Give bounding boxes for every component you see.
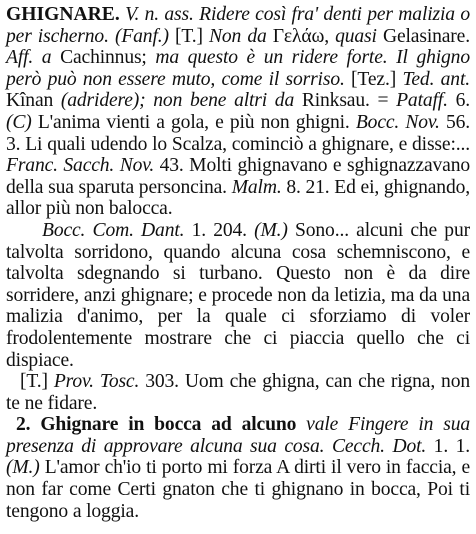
italic-text-run: (M.) (254, 219, 288, 241)
italic-text-run: (adridere); non bene altri da (60, 90, 295, 112)
italic-text-run: Aff. a (6, 47, 52, 69)
text-run: [T.] (20, 371, 54, 393)
italic-text-run: Franc. Sacch. Nov. (6, 155, 155, 177)
text-run: L'anima vienti a gola, e più non ghigni. (31, 111, 356, 133)
italic-text-run: Ted. ant. (402, 68, 470, 90)
text-run: Kînan (6, 90, 61, 112)
italic-text-run: (C) (6, 111, 32, 133)
entry-paragraph-sense-2 (6, 414, 470, 522)
entry-paragraph-commentary (6, 220, 470, 371)
text-run: Gelasinare. (376, 25, 470, 47)
text-run: 1. 204. (184, 219, 255, 241)
italic-text-run: Malm. (231, 176, 282, 198)
text-run: [T.] (168, 25, 209, 47)
italic-text-run: Pataff. (396, 90, 448, 112)
text-run: L'amor ch'io ti porto mi forza A dirti il vero in faccia, e non far come Certi gnaton che ti ghignano in bocca, Poi ti tengono a loggia. (6, 457, 470, 522)
text-run: [Tez.] (344, 68, 403, 90)
entry-paragraph-definition (6, 4, 470, 220)
entry-paragraph-proverb (6, 371, 470, 414)
italic-text-run: V. n. ass. Ridere così fra' denti per malizia o per ischerno. (Fanf.) (6, 4, 470, 47)
text-run: 303. Uom che ghigna, can che rigna, non te ne fidare. (6, 371, 470, 414)
bold-text-run: 2. (16, 414, 41, 436)
italic-text-run: quasi (335, 25, 377, 47)
text-run: 56. 3. Li quali udendo lo Scalza, cominciò a ghignare, e disse:... (6, 111, 470, 155)
text-run: 43. Molti ghignavano e sghignazzavano della sua sparuta personcina. (6, 155, 471, 198)
text-run: Γελάω, (266, 25, 336, 47)
text-run: 1. 1. (426, 435, 470, 457)
text-run: 8. 21. Ed ei, ghignando, allor più non balocca. (6, 176, 470, 220)
text-run: Sono... alcuni che pur talvolta sorridono, quando alcuna cosa schemniscono, e talvolta sdegnando si turbano. Questo non è da dire sorridere, anzi ghignare; e procede non da letizia, ma da una malizia d'animo, per la quale ci sforziamo di voler frodolentemente mostrare che ci piaccia quello che ci dispiace. (6, 219, 470, 371)
italic-text-run: Prov. Tosc. (53, 371, 140, 393)
italic-text-run: Non da (208, 25, 267, 47)
italic-text-run: (M.) (6, 457, 40, 479)
text-run: Cachinnus; (51, 47, 156, 69)
italic-text-run: vale Fingere in sua presenza di approvare alcuna sua cosa. Cecch. Dot. (6, 414, 470, 457)
text-run (296, 414, 306, 435)
italic-text-run: Bocc. Com. Dant. (42, 219, 185, 241)
italic-text-run: ma questo è un ridere forte. Il ghigno però può non essere muto, come il sorriso. (6, 47, 470, 90)
entry-headword: GHIGNARE. (6, 4, 120, 25)
text-run: 6. (447, 90, 470, 112)
text-run: Rinksau. = (294, 90, 397, 112)
italic-text-run: Bocc. Nov. (355, 111, 440, 133)
bold-text-run: Ghignare in bocca ad alcuno (40, 414, 297, 436)
